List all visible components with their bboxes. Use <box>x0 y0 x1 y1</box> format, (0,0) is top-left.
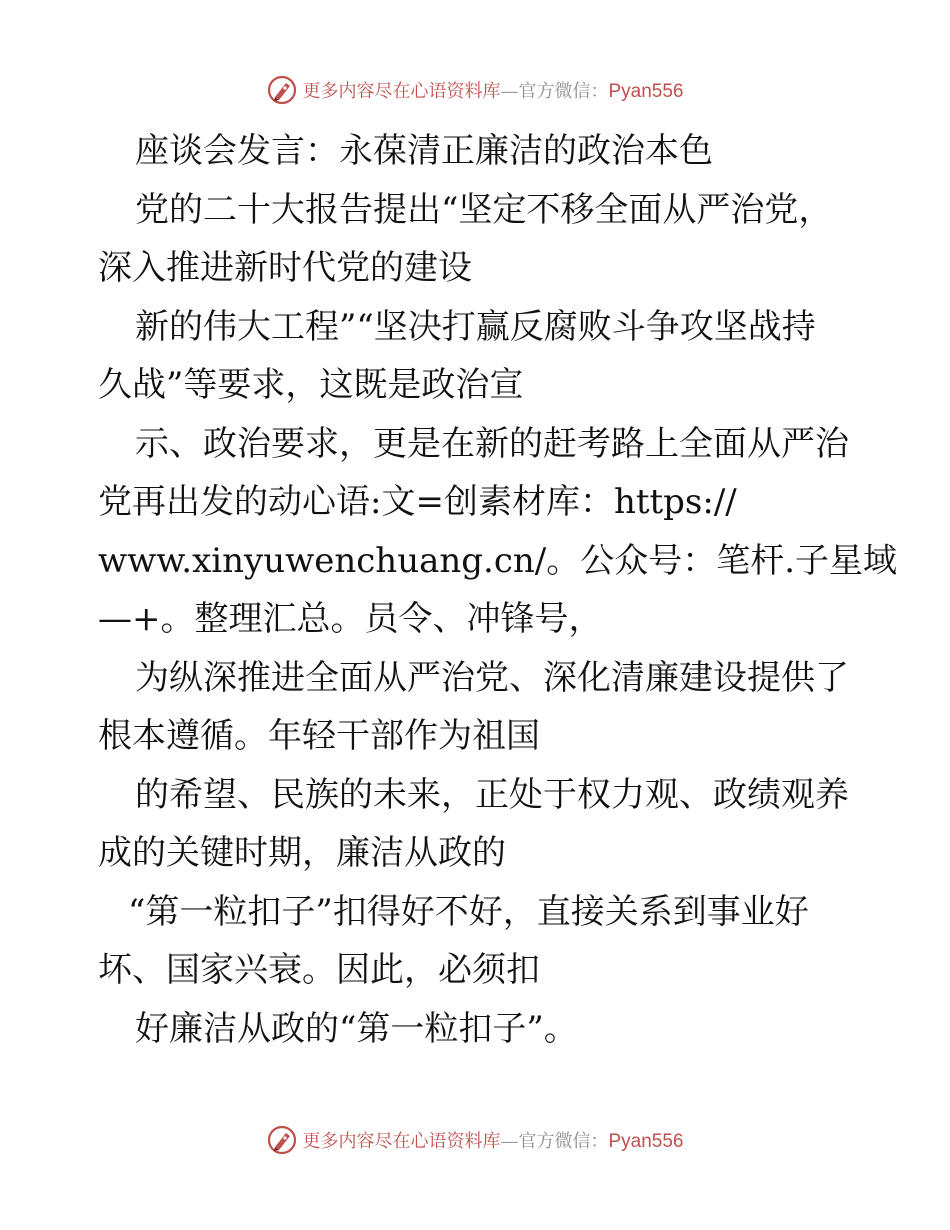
paragraph-line: 示、政治要求，更是在新的赶考路上全面从严治 <box>135 423 849 464</box>
paragraph-line: www.xinyuwenchuang.cn/。公众号：笔杆.子星域 <box>98 540 898 581</box>
paragraph-line: 党再出发的动心语:文=创素材库：https:// <box>98 482 737 522</box>
footer-dash: — <box>500 1131 519 1152</box>
header-official-label: 官方微信： <box>518 81 609 102</box>
paragraph-line: 好廉洁从政的“第一粒扣子”。 <box>135 1008 578 1049</box>
paragraph-line: 新的伟大工程”“坚决打赢反腐败斗争攻坚战持 <box>135 306 816 347</box>
paragraph-line: 的希望、民族的未来，正处于权力观、政绩观养 <box>135 774 849 815</box>
header-brand-text: 更多内容尽在心语资料库 <box>302 81 501 102</box>
pen-nib-logo-icon <box>266 1124 298 1156</box>
paragraph-line: 根本遵循。年轻干部作为祖国 <box>98 716 540 756</box>
header-wechat-id: Pyan556 <box>608 81 684 102</box>
paragraph-line: 久战”等要求，这既是政治宣 <box>98 365 524 405</box>
paragraph-line: 成的关键时期，廉洁从政的 <box>98 833 506 873</box>
footer-brand <box>302 1127 683 1153</box>
header-banner <box>0 68 950 112</box>
document-body <box>98 122 898 1058</box>
header-brand <box>302 77 683 103</box>
paragraph-line: 深入推进新时代党的建设 <box>98 248 472 288</box>
header-dash: — <box>500 81 519 102</box>
footer-official-label: 官方微信： <box>518 1131 609 1152</box>
paragraph-line: 坏、国家兴衰。因此，必须扣 <box>98 950 540 990</box>
paragraph-line: 为纵深推进全面从严治党、深化清廉建设提供了 <box>135 657 849 698</box>
paragraph-line: —+。整理汇总。员令、冲锋号， <box>98 599 603 639</box>
document-title: 座谈会发言：永葆清正廉洁的政治本色 <box>135 131 713 171</box>
footer-brand-text: 更多内容尽在心语资料库 <box>302 1131 501 1152</box>
paragraph-line: 党的二十大报告提出“坚定不移全面从严治党， <box>135 189 833 230</box>
footer-banner <box>0 1118 950 1162</box>
pen-nib-logo-icon <box>266 74 298 106</box>
footer-wechat-id: Pyan556 <box>608 1131 684 1152</box>
paragraph-line: “第一粒扣子”扣得好不好，直接关系到事业好 <box>128 891 809 932</box>
